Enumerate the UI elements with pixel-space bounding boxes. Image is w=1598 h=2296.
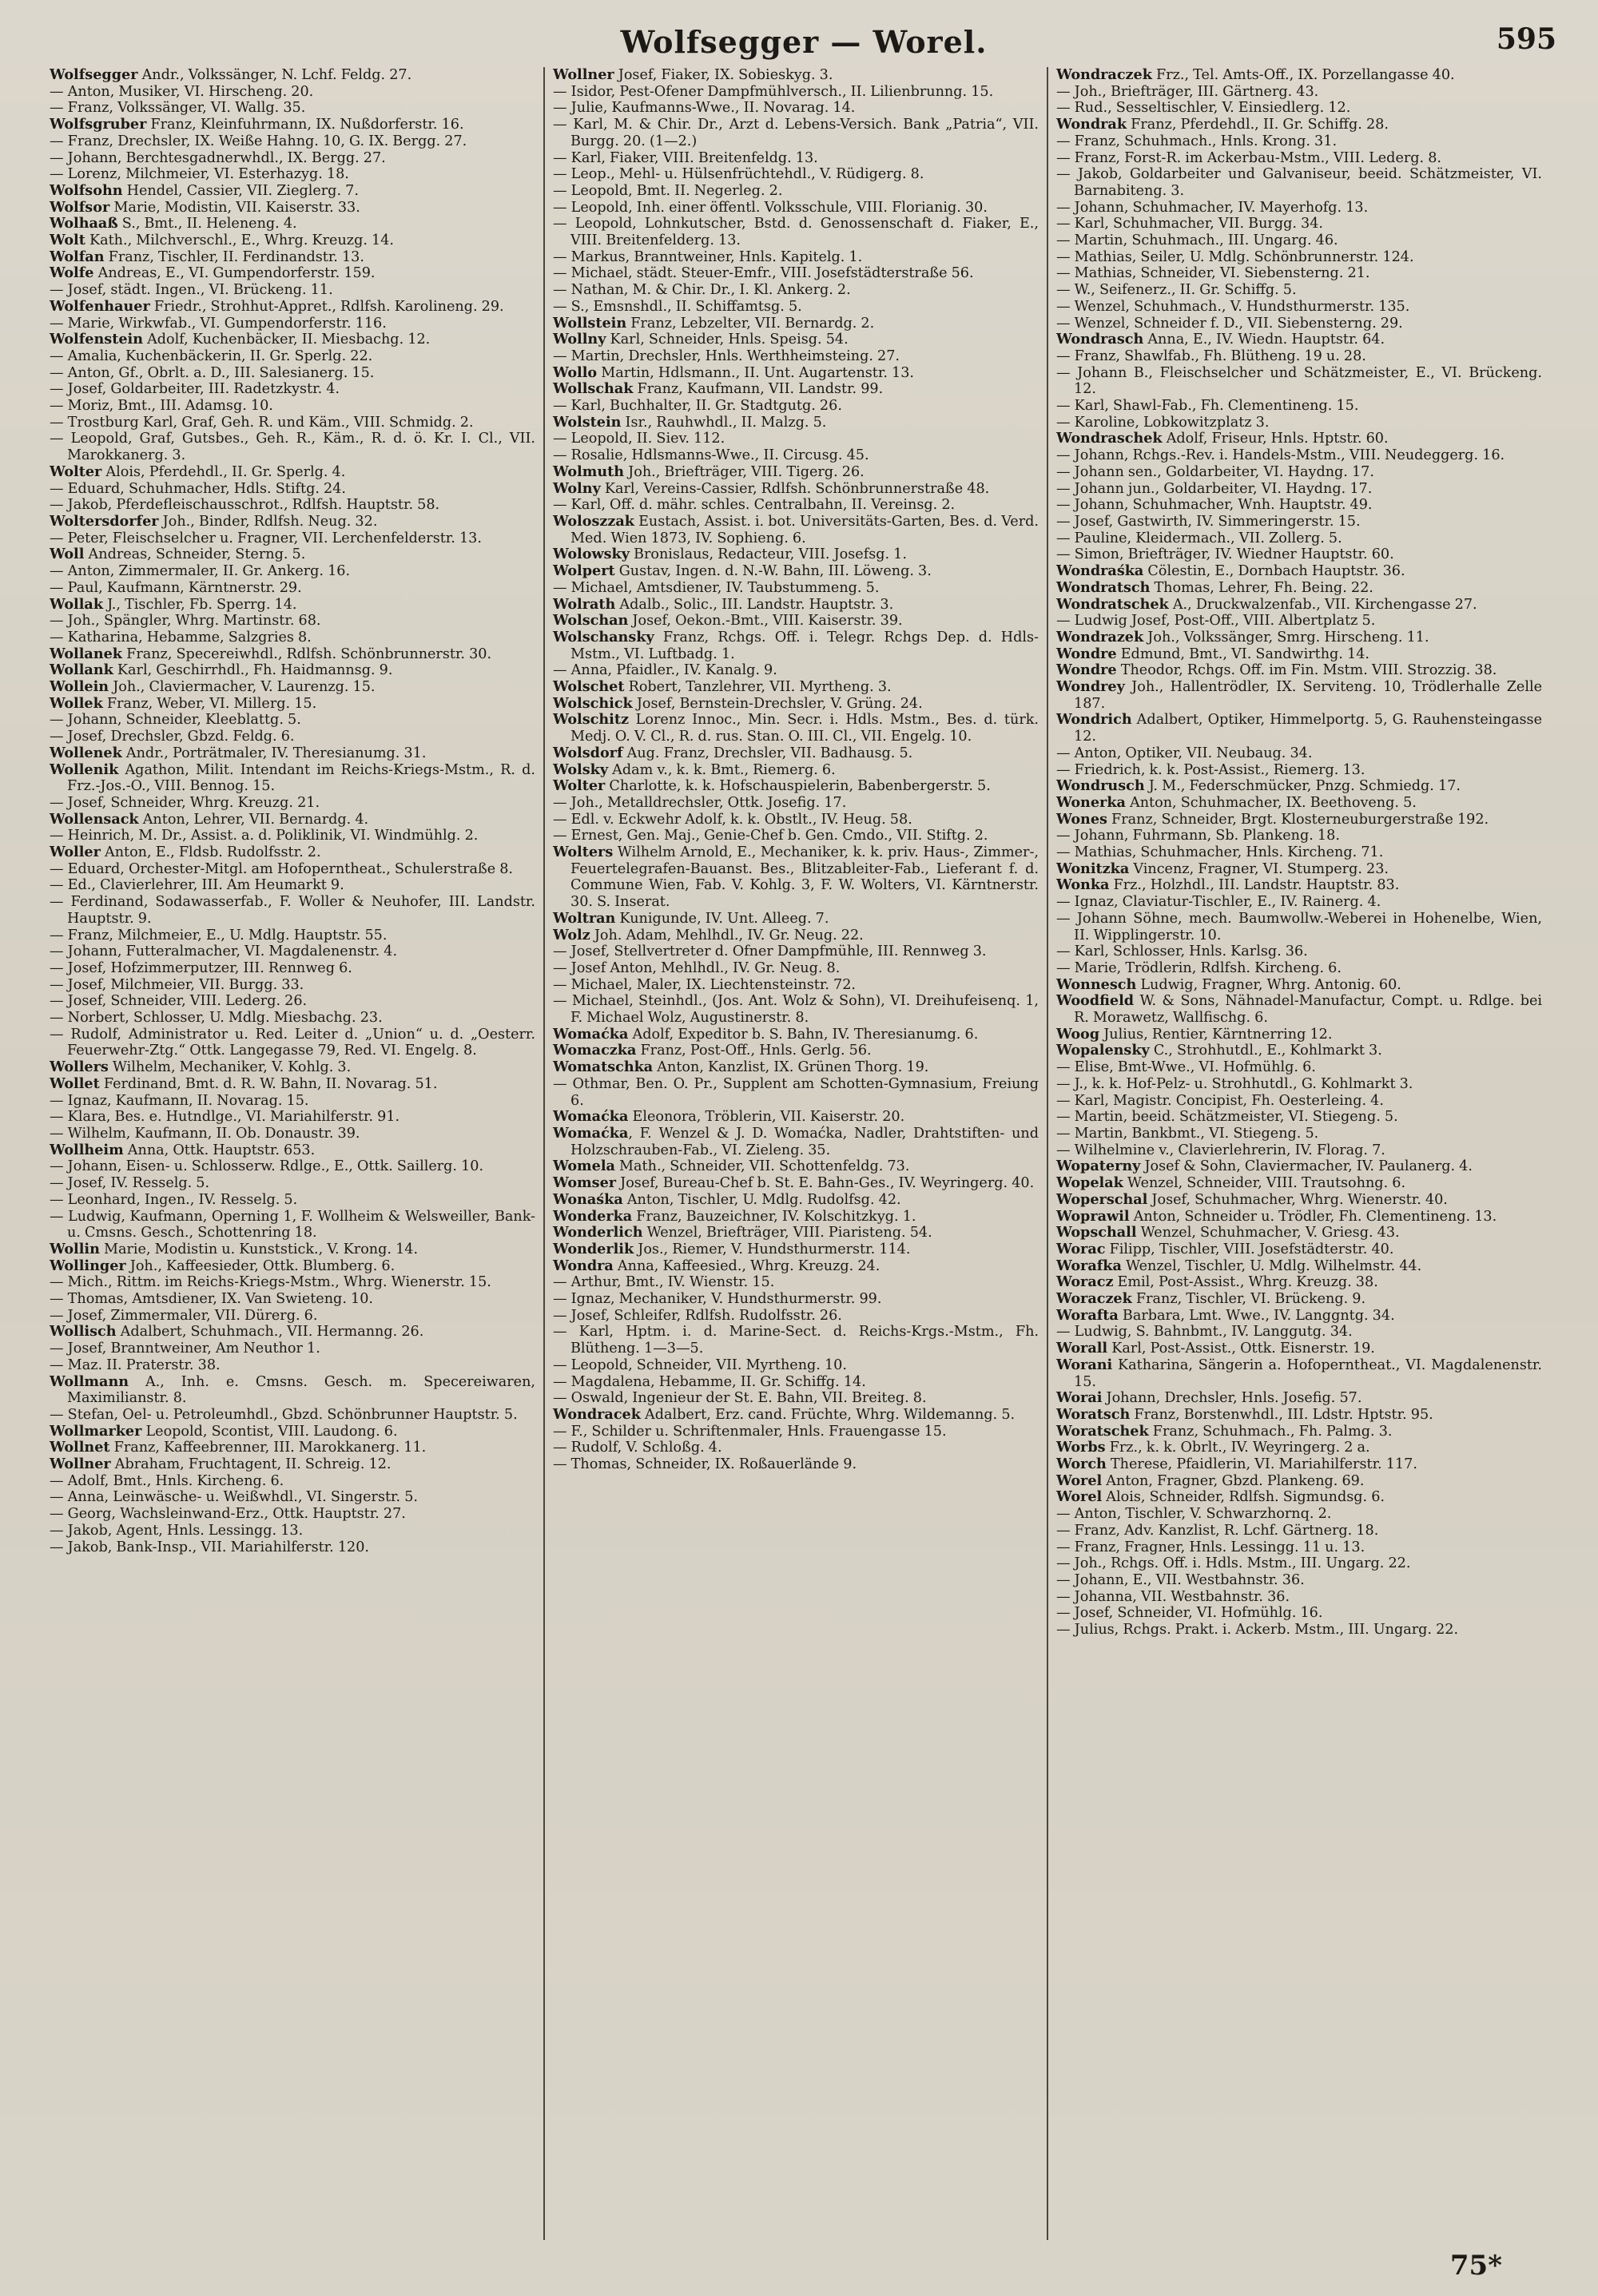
directory-entry: — S., Emsnshdl., II. Schiffamtsg. 5.: [553, 298, 802, 315]
directory-entry: Wonka Frz., Holzhdl., III. Landstr. Hauptstr. 83.: [1056, 876, 1400, 894]
directory-entry: — Josef, IV. Resselg. 5.: [50, 1175, 210, 1192]
directory-entry: Wollek Franz, Weber, VI. Millerg. 15.: [50, 694, 317, 712]
directory-entry: — Simon, Briefträger, IV. Wiedner Hauptstr. 60.: [1056, 546, 1394, 563]
directory-entry: Wondrazek Joh., Volkssänger, Smrg. Hirscheng. 11.: [1056, 628, 1429, 646]
directory-entry: Wollenik Agathon, Milit. Intendant im Reichs-Kriegs-Mstm., R. d. Frz.-Jos.-O., VIII. Bennog. 15.: [50, 761, 535, 795]
directory-entry: — Josef Anton, Mehlhdl., IV. Gr. Neug. 8.: [553, 959, 841, 976]
directory-entry: — Nathan, M. & Chir. Dr., I. Kl. Ankerg. 2.: [553, 282, 851, 299]
directory-entry: Wollmann A., Inh. e. Cmsns. Gesch. m. Specereiwaren, Maximilianstr. 8.: [50, 1372, 535, 1407]
directory-entry: — Edl. v. Eckwehr Adolf, k. k. Obstlt., IV. Heug. 58.: [553, 811, 912, 828]
directory-entry: — Leopold, II. Siev. 112.: [553, 431, 725, 447]
directory-entry: Wonderlik Jos., Riemer, V. Hundsthurmerstr. 114.: [553, 1240, 911, 1257]
directory-entry: — Michael, Steinhdl., (Jos. Ant. Wolz & Sohn), VI. Dreihufeisenq. 1, F. Michael Wolz, Augustinerstr. 8.: [553, 993, 1039, 1027]
directory-entry: — Leopold, Graf, Gutsbes., Geh. R., Käm., R. d. ö. Kr. I. Cl., VII. Marokkanerg. 3.: [50, 431, 535, 464]
directory-entry: Wolfenstein Adolf, Kuchenbäcker, II. Miesbachg. 12.: [50, 331, 431, 348]
directory-entry: Womaćka Adolf, Expeditor b. S. Bahn, IV. Theresianumg. 6.: [553, 1025, 979, 1043]
directory-entry: Wollo Martin, Hdlsmann., II. Unt. Augartenstr. 13.: [553, 363, 915, 381]
directory-entry: — Paul, Kaufmann, Kärntnerstr. 29.: [50, 579, 302, 596]
directory-entry: Wondrak Franz, Pferdehdl., II. Gr. Schiffg. 28.: [1056, 116, 1389, 133]
directory-entry: Wolfenhauer Friedr., Strohhut-Appret., Rdlfsh. Karolineng. 29.: [50, 297, 504, 315]
directory-entry: Wondraśka Cölestin, E., Dornbach Hauptstr. 36.: [1056, 562, 1405, 580]
directory-entry: — Franz, Drechsler, IX. Weiße Hahng. 10, G. IX. Bergg. 27.: [50, 133, 467, 149]
directory-entry: Wollstein Franz, Lebzelter, VII. Bernardg. 2.: [553, 314, 875, 332]
directory-entry: — Karl, Shawl-Fab., Fh. Clementineng. 15.: [1056, 398, 1359, 415]
directory-entry: — Jakob, Agent, Hnls. Lessingg. 13.: [50, 1522, 304, 1539]
directory-entry: — Josef, Schneider, VIII. Lederg. 26.: [50, 993, 308, 1010]
directory-entry: — Wenzel, Schuhmach., V. Hundsthurmerstr. 135.: [1056, 298, 1410, 315]
directory-entry: — Josef, städt. Ingen., VI. Brückeng. 11.: [50, 282, 333, 299]
directory-entry: Worafta Barbara, Lmt. Wwe., IV. Langgntg. 34.: [1056, 1306, 1395, 1324]
directory-entry: — Mathias, Schneider, VI. Siebensterng. 21.: [1056, 265, 1370, 282]
directory-entry: Wondratsch Thomas, Lehrer, Fh. Being. 22.: [1056, 578, 1373, 596]
directory-entry: Woracz Emil, Post-Assist., Whrg. Kreuzg. 38.: [1056, 1273, 1378, 1291]
directory-entry: Wonnesch Ludwig, Fragner, Whrg. Antonig. 60.: [1056, 975, 1401, 993]
directory-entry: — Michael, Amtsdiener, IV. Taubstummeng. 5.: [553, 579, 880, 596]
directory-entry: — Elise, Bmt-Wwe., VI. Hofmühlg. 6.: [1056, 1059, 1316, 1076]
directory-entry: — Anton, Zimmermaler, II. Gr. Ankerg. 16.: [50, 563, 351, 580]
directory-entry: — Josef, Schleifer, Rdlfsh. Rudolfsstr. 26.: [553, 1307, 842, 1324]
directory-entry: — Rudolf, V. Schloßg. 4.: [553, 1440, 722, 1456]
directory-entry: — Johann sen., Goldarbeiter, VI. Haydng. 17.: [1056, 463, 1374, 480]
directory-entry: — Marie, Trödlerin, Rdlfsh. Kircheng. 6.: [1056, 959, 1342, 976]
directory-entry: Wolowsky Bronislaus, Redacteur, VIII. Josefsg. 1.: [553, 546, 907, 563]
directory-entry: — Josef, Schneider, Whrg. Kreuzg. 21.: [50, 794, 320, 811]
directory-entry: — Anton, Musiker, VI. Hirscheng. 20.: [50, 83, 314, 100]
directory-entry: — Anna, Leinwäsche- u. Weißwhdl., VI. Singerstr. 5.: [50, 1489, 418, 1506]
directory-entry: Wolschan Josef, Oekon.-Bmt., VIII. Kaiserstr. 39.: [553, 612, 903, 630]
directory-entry: Wollensack Anton, Lehrer, VII. Bernardg. 4.: [50, 810, 369, 828]
directory-entry: Wollein Joh., Claviermacher, V. Laurenzg. 15.: [50, 678, 376, 696]
page-number: 595: [1496, 22, 1556, 56]
directory-entry: — Johann Söhne, mech. Baumwollw.-Weberei in Hohenelbe, Wien, II. Wipplingerstr. 10.: [1056, 910, 1542, 943]
directory-entry: — Karl, Hptm. i. d. Marine-Sect. d. Reichs-Krgs.-Mstm., Fh. Blütheng. 1—3—5.: [553, 1324, 1039, 1357]
directory-entry: Wolstein Isr., Rauhwhdl., II. Malzg. 5.: [553, 413, 827, 431]
directory-entry: Wolfsohn Hendel, Cassier, VII. Zieglerg. 7.: [50, 181, 359, 199]
directory-entry: — Thomas, Amtsdiener, IX. Van Swieteng. 10.: [50, 1291, 373, 1308]
directory-entry: — Rudolf, Administrator u. Red. Leiter d. „Union“ u. d. „Oesterr. Feuerwehr-Ztg.“ Ottk. Langegasse 79, Red. VI. Engelg. 8.: [50, 1026, 535, 1059]
directory-entry: — Franz, Forst-R. im Ackerbau-Mstm., VIII. Lederg. 8.: [1056, 149, 1442, 166]
directory-entry: — Johann B., Fleischselcher und Schätzmeister, E., VI. Brückeng. 12.: [1056, 364, 1542, 398]
directory-entry: — Lorenz, Milchmeier, VI. Esterhazyg. 18.: [50, 166, 349, 183]
directory-entry: — Johann, Berchtesgadnerwhdl., IX. Bergg. 27.: [50, 149, 386, 166]
directory-entry: Wollnet Franz, Kaffeebrenner, III. Marokkanerg. 11.: [50, 1439, 427, 1456]
directory-entry: Wollinger Joh., Kaffeesieder, Ottk. Blumberg. 6.: [50, 1257, 396, 1274]
directory-entry: — Othmar, Ben. O. Pr., Supplent am Schotten-Gymnasium, Freiung 6.: [553, 1075, 1039, 1109]
directory-entry: — Ludwig Josef, Post-Off., VIII. Albertplatz 5.: [1056, 613, 1376, 630]
directory-entry: Wollmarker Leopold, Scontist, VIII. Laudong. 6.: [50, 1422, 398, 1440]
directory-entry: — Ernest, Gen. Maj., Genie-Chef b. Gen. Cmdo., VII. Stiftg. 2.: [553, 828, 988, 844]
directory-entry: — Michael, städt. Steuer-Emfr., VIII. Josefstädterstraße 56.: [553, 265, 974, 282]
directory-entry: — Maz. II. Praterstr. 38.: [50, 1357, 221, 1373]
directory-entry: Wolfsgruber Franz, Kleinfuhrmann, IX. Nußdorferstr. 16.: [50, 116, 464, 133]
directory-entry: — Karl, Off. d. mähr. schles. Centralbahn, II. Vereinsg. 2.: [553, 497, 956, 514]
directory-entry: — W., Seifenerz., II. Gr. Schiffg. 5.: [1056, 282, 1297, 299]
directory-entry: — Josef, Milchmeier, VII. Burgg. 33.: [50, 976, 304, 993]
directory-entry: — Oswald, Ingenieur der St. E. Bahn, VII. Breiteg. 8.: [553, 1390, 927, 1407]
directory-entry: Womaćka Eleonora, Tröblerin, VII. Kaiserstr. 20.: [553, 1108, 905, 1126]
directory-entry: Wondrusch J. M., Federschmücker, Pnzg. Schmiedg. 17.: [1056, 777, 1461, 795]
directory-entry: Woperschal Josef, Schuhmacher, Whrg. Wienerstr. 40.: [1056, 1190, 1448, 1208]
directory-entry: Wolt Kath., Milchverschl., E., Whrg. Kreuzg. 14.: [50, 232, 394, 249]
directory-entry: — Adolf, Bmt., Hnls. Kircheng. 6.: [50, 1472, 284, 1489]
directory-entry: — Leopold, Schneider, VII. Myrtheng. 10.: [553, 1357, 847, 1373]
directory-entry: — Jakob, Pferdefleischausschrot., Rdlfsh. Hauptstr. 58.: [50, 497, 440, 514]
directory-entry: Wolrath Adalb., Solic., III. Landstr. Hauptstr. 3.: [553, 595, 894, 613]
directory-entry: — Anton, Tischler, V. Schwarzhornq. 2.: [1056, 1506, 1332, 1523]
directory-entry: Wopalensky C., Strohhutdl., E., Kohlmarkt 3.: [1056, 1042, 1382, 1059]
directory-entry: Wondraczek Frz., Tel. Amts-Off., IX. Porzellangasse 40.: [1056, 67, 1455, 83]
column-left: [45, 67, 540, 2240]
directory-entry: Wolschitz Lorenz Innoc., Min. Secr. i. Hdls. Mstm., Bes. d. türk. Medj. O. V. Cl., R. d. rus. Stan. O. III. Cl., VII. Engelg. 10.: [553, 711, 1039, 745]
directory-entry: Worafka Wenzel, Tischler, U. Mdlg. Wilhelmstr. 44.: [1056, 1257, 1422, 1274]
directory-entry: Worch Therese, Pfaidlerin, VI. Mariahilferstr. 117.: [1056, 1456, 1417, 1473]
directory-entry: — Thomas, Schneider, IX. Roßauerlände 9.: [553, 1456, 857, 1473]
directory-entry: — Peter, Fleischselcher u. Fragner, VII. Lerchenfelderstr. 13.: [50, 530, 482, 546]
directory-entry: — Jakob, Goldarbeiter und Galvaniseur, beeid. Schätzmeister, VI. Barnabiteng. 3.: [1056, 166, 1542, 199]
directory-entry: Wonaśka Anton, Tischler, U. Mdlg. Rudolfsg. 42.: [553, 1190, 901, 1208]
directory-entry: — Franz, Schuhmach., Hnls. Krong. 31.: [1056, 133, 1338, 149]
directory-entry: Wolsdorf Aug. Franz, Drechsler, VII. Badhausg. 5.: [553, 744, 913, 761]
directory-entry: Woloszzak Eustach, Assist. i. bot. Universitäts-Garten, Bes. d. Verd. Med. Wien 1873, IV. Sophieng. 6.: [553, 512, 1039, 546]
directory-entry: Wolfe Andreas, E., VI. Gumpendorferstr. 159.: [50, 264, 376, 282]
column-middle: [548, 67, 1043, 2240]
directory-entry: — Josef, Schneider, VI. Hofmühlg. 16.: [1056, 1605, 1323, 1622]
directory-entry: — Amalia, Kuchenbäckerin, II. Gr. Sperlg. 22.: [50, 348, 373, 364]
directory-entry: Wollheim Anna, Ottk. Hauptstr. 653.: [50, 1141, 316, 1158]
directory-entry: — Johann jun., Goldarbeiter, VI. Haydng. 17.: [1056, 480, 1373, 497]
directory-entry: Wondraschek Adolf, Friseur, Hnls. Hptstr. 60.: [1056, 430, 1389, 447]
directory-entry: — Martin, beeid. Schätzmeister, VI. Stiegeng. 5.: [1056, 1109, 1398, 1126]
directory-entry: Woog Julius, Rentier, Kärntnerring 12.: [1056, 1025, 1333, 1043]
directory-entry: Wollin Marie, Modistin u. Kunststick., V. Krong. 14.: [50, 1240, 419, 1257]
directory-entry: Wolfsor Marie, Modistin, VII. Kaiserstr. 33.: [50, 198, 360, 216]
directory-entry: Woraczek Franz, Tischler, VI. Brückeng. 9.: [1056, 1290, 1366, 1308]
directory-entry: Wolschet Robert, Tanzlehrer, VII. Myrtheng. 3.: [553, 678, 892, 696]
directory-entry: Womaczka Franz, Post-Off., Hnls. Gerlg. 56.: [553, 1042, 872, 1059]
directory-entry: Wollers Wilhelm, Mechaniker, V. Kohlg. 3.: [50, 1059, 352, 1076]
directory-entry: — Johanna, VII. Westbahnstr. 36.: [1056, 1588, 1290, 1605]
directory-entry: — Johann, Fuhrmann, Sb. Plankeng. 18.: [1056, 828, 1340, 844]
directory-entry: Wolmuth Joh., Briefträger, VIII. Tigerg. 26.: [553, 463, 865, 480]
directory-entry: Wondre Edmund, Bmt., VI. Sandwirthg. 14.: [1056, 645, 1369, 662]
directory-entry: — Trostburg Karl, Graf, Geh. R. und Käm., VIII. Schmidg. 2.: [50, 414, 474, 431]
directory-entry: — Karl, Magistr. Concipist, Fh. Oesterleing. 4.: [1056, 1092, 1384, 1109]
directory-entry: Wondrasch Anna, E., IV. Wiedn. Hauptstr. 64.: [1056, 331, 1385, 348]
directory-entry: Wolny Karl, Vereins-Cassier, Rdlfsh. Schönbrunnerstraße 48.: [553, 479, 990, 497]
directory-entry: Wollank Karl, Geschirrhdl., Fh. Haidmannsg. 9.: [50, 661, 393, 679]
directory-entry: Womela Math., Schneider, VII. Schottenfeldg. 73.: [553, 1158, 910, 1175]
directory-entry: — Anton, Gf., Obrlt. a. D., III. Salesianerg. 15.: [50, 364, 375, 381]
directory-entry: — Wilhelmine v., Clavierlehrerin, IV. Florag. 7.: [1056, 1142, 1385, 1158]
directory-entry: Wolschick Josef, Bernstein-Drechsler, V. Grüng. 24.: [553, 694, 923, 712]
directory-entry: Wolschansky Franz, Rchgs. Off. i. Telegr. Rchgs Dep. d. Hdls-Mstm., VI. Luftbadg. 1.: [553, 628, 1039, 662]
directory-entry: — Karl, Fiaker, VIII. Breitenfeldg. 13.: [553, 149, 818, 166]
directory-entry: — Martin, Drechsler, Hnls. Werthheimsteing. 27.: [553, 348, 900, 364]
directory-entry: — Johann, Schuhmacher, IV. Mayerhofg. 13.: [1056, 199, 1369, 216]
page-header: [45, 18, 1563, 67]
directory-entry: — Norbert, Schlosser, U. Mdlg. Miesbachg. 23.: [50, 1010, 383, 1027]
signature-mark: 75*: [1449, 2250, 1502, 2282]
directory-entry: — Joh., Metalldrechsler, Ottk. Josefig. 17.: [553, 794, 847, 811]
directory-entry: Woltersdorfer Joh., Binder, Rdlfsh. Neug. 32.: [50, 512, 378, 530]
directory-entry: — Mathias, Schuhmacher, Hnls. Kircheng. 71.: [1056, 844, 1384, 861]
directory-entry: — Franz, Volkssänger, VI. Wallg. 35.: [50, 100, 306, 117]
directory-entry: — Georg, Wachsleinwand-Erz., Ottk. Hauptstr. 27.: [50, 1506, 406, 1523]
directory-entry: — Julie, Kaufmanns-Wwe., II. Novarag. 14.: [553, 100, 856, 117]
directory-entry: — Marie, Wirkwfab., VI. Gumpendorferstr. 116.: [50, 315, 387, 332]
directory-entry: Wolz Joh. Adam, Mehlhdl., IV. Gr. Neug. 22.: [553, 926, 864, 943]
running-title: Wolfsegger — Worel.: [620, 24, 988, 60]
column-divider: [543, 67, 545, 2240]
directory-entry: — Magdalena, Hebamme, II. Gr. Schiffg. 14.: [553, 1373, 866, 1390]
directory-entry: — Julius, Rchgs. Prakt. i. Ackerb. Mstm., III. Ungarg. 22.: [1056, 1622, 1459, 1639]
directory-entry: Wolfan Franz, Tischler, II. Ferdinandstr. 13.: [50, 248, 364, 265]
directory-entry: — Ignaz, Mechaniker, V. Hundsthurmerstr. 99.: [553, 1291, 882, 1308]
directory-entry: — Martin, Bankbmt., VI. Stiegeng. 5.: [1056, 1126, 1319, 1142]
directory-entry: Woller Anton, E., Fldsb. Rudolfsstr. 2.: [50, 844, 321, 861]
directory-entry: — Rosalie, Hdlsmanns-Wwe., II. Circusg. 45.: [553, 447, 869, 464]
directory-entry: Worac Filipp, Tischler, VIII. Josefstädterstr. 40.: [1056, 1240, 1394, 1257]
directory-entry: — Eduard, Schuhmacher, Hdls. Stiftg. 24.: [50, 480, 347, 497]
directory-entry: — Jakob, Bank-Insp., VII. Mariahilferstr. 120.: [50, 1539, 369, 1555]
directory-entry: Womaćka, F. Wenzel & J. D. Womaćka, Nadler, Drahtstiften- und Holzschrauben-Fab., VI. Zieleng. 35.: [553, 1125, 1039, 1158]
directory-entry: — Rud., Sesseltischler, V. Einsiedlerg. 12.: [1056, 100, 1351, 117]
directory-entry: — Klara, Bes. e. Hutndlge., VI. Mariahilferstr. 91.: [50, 1109, 400, 1126]
directory-entry: Wonderka Franz, Bauzeichner, IV. Kolschitzkyg. 1.: [553, 1207, 916, 1225]
directory-entry: — Joh., Rchgs. Off. i. Hdls. Mstm., III. Ungarg. 22.: [1056, 1555, 1411, 1572]
directory-entry: Woprawil Anton, Schneider u. Trödler, Fh. Clementineng. 13.: [1056, 1207, 1497, 1225]
directory-entry: Wollet Ferdinand, Bmt. d. R. W. Bahn, II. Novarag. 51.: [50, 1075, 438, 1092]
directory-entry: Worel Alois, Schneider, Rdlfsh. Sigmundsg. 6.: [1056, 1488, 1385, 1506]
directory-entry: Woltran Kunigunde, IV. Unt. Alleeg. 7.: [553, 909, 829, 927]
directory-entry: Wondra Anna, Kaffeesied., Whrg. Kreuzg. 24.: [553, 1257, 880, 1274]
directory-entry: — Friedrich, k. k. Post-Assist., Riemerg. 13.: [1056, 761, 1365, 778]
directory-entry: — F., Schilder u. Schriftenmaler, Hnls. Frauengasse 15.: [553, 1423, 947, 1440]
directory-entry: Wopelak Wenzel, Schneider, VIII. Trautsohng. 6.: [1056, 1174, 1406, 1192]
directory-entry: Wolsky Adam v., k. k. Bmt., Riemerg. 6.: [553, 761, 836, 778]
directory-entry: Wollner Josef, Fiaker, IX. Sobieskyg. 3.: [553, 67, 833, 83]
directory-entry: — J., k. k. Hof-Pelz- u. Strohhutdl., G. Kohlmarkt 3.: [1056, 1075, 1413, 1092]
directory-entry: Wolfsegger Andr., Volkssänger, N. Lchf. Feldg. 27.: [50, 67, 412, 83]
directory-entry: — Ignaz, Kaufmann, II. Novarag. 15.: [50, 1092, 309, 1109]
directory-entry: — Josef, Branntweiner, Am Neuthor 1.: [50, 1341, 320, 1357]
directory-entry: — Josef, Hofzimmerputzer, III. Rennweg 6.: [50, 959, 352, 976]
directory-entry: — Ludwig, S. Bahnbmt., IV. Langgutg. 34.: [1056, 1324, 1353, 1341]
directory-entry: Wollner Abraham, Fruchtagent, II. Schreig. 12.: [50, 1456, 392, 1473]
directory-entry: Wolhaaß S., Bmt., II. Heleneng. 4.: [50, 215, 297, 232]
directory-entry: — Karl, M. & Chir. Dr., Arzt d. Lebens-Versich. Bank „Patria“, VII. Burgg. 20. (1—2.): [553, 117, 1039, 149]
directory-entry: — Ferdinand, Sodawasserfab., F. Woller & Neuhofer, III. Landstr. Hauptstr. 9.: [50, 894, 535, 927]
directory-entry: — Johann, Futteralmacher, VI. Magdalenenstr. 4.: [50, 943, 398, 960]
directory-entry: — Johann, Schuhmacher, Wnh. Hauptstr. 49.: [1056, 497, 1373, 514]
directory-entry: Woratschek Franz, Schuhmach., Fh. Palmg. 3.: [1056, 1422, 1393, 1440]
directory-entry: Wollisch Adalbert, Schuhmach., VII. Hermanng. 26.: [50, 1323, 424, 1341]
directory-entry: — Josef, Goldarbeiter, III. Radetzkystr. 4.: [50, 381, 340, 398]
directory-entry: Wonerka Anton, Schuhmacher, IX. Beethoveng. 5.: [1056, 793, 1417, 811]
directory-entry: Worbs Frz., k. k. Obrlt., IV. Weyringerg. 2 a.: [1056, 1439, 1370, 1456]
directory-entry: — Johann, Schneider, Kleeblattg. 5.: [50, 712, 301, 729]
directory-entry: — Markus, Branntweiner, Hnls. Kapitelg. 1.: [553, 248, 863, 265]
directory-entry: — Josef, Drechsler, Gbzd. Feldg. 6.: [50, 729, 295, 745]
directory-entry: — Eduard, Orchester-Mitgl. am Hofoperntheat., Schulerstraße 8.: [50, 860, 513, 877]
directory-entry: — Karoline, Lobkowitzplatz 3.: [1056, 414, 1270, 431]
directory-entry: Wones Franz, Schneider, Brgt. Klosterneuburgerstraße 192.: [1056, 810, 1489, 828]
directory-entry: — Wilhelm, Kaufmann, II. Ob. Donaustr. 39.: [50, 1126, 360, 1142]
directory-entry: Woratsch Franz, Borstenwhdl., III. Ldstr. Hptstr. 95.: [1056, 1405, 1433, 1423]
directory-entry: — Leopold, Inh. einer öffentl. Volksschule, VIII. Florianig. 30.: [553, 199, 988, 216]
directory-entry: — Franz, Adv. Kanzlist, R. Lchf. Gärtnerg. 18.: [1056, 1522, 1379, 1539]
directory-entry: — Josef, Gastwirth, IV. Simmeringerstr. 15.: [1056, 513, 1361, 530]
directory-entry: Worall Karl, Post-Assist., Ottk. Eisnerstr. 19.: [1056, 1340, 1375, 1357]
directory-entry: — Josef, Zimmermaler, VII. Dürerg. 6.: [50, 1307, 318, 1324]
directory-entry: — Mich., Rittm. im Reichs-Kriegs-Mstm., Whrg. Wienerstr. 15.: [50, 1274, 491, 1291]
directory-entry: Woodfield W. & Sons, Nähnadel-Manufactur, Compt. u. Rdlge. bei R. Morawetz, Wallfischg. 6.: [1056, 992, 1542, 1027]
directory-entry: Womser Josef, Bureau-Chef b. St. E. Bahn-Ges., IV. Weyringerg. 40.: [553, 1174, 1035, 1192]
directory-entry: Wondracek Adalbert, Erz. cand. Früchte, Whrg. Wildemanng. 5.: [553, 1405, 1016, 1423]
directory-entry: — Heinrich, M. Dr., Assist. a. d. Poliklinik, VI. Windmühlg. 2.: [50, 828, 479, 844]
directory-entry: — Karl, Schuhmacher, VII. Burgg. 34.: [1056, 216, 1324, 232]
directory-entry: Worel Anton, Fragner, Gbzd. Plankeng. 69.: [1056, 1472, 1365, 1489]
column-divider: [1047, 67, 1048, 2240]
directory-entry: — Leonhard, Ingen., IV. Resselg. 5.: [50, 1191, 298, 1208]
directory-entry: — Katharina, Hebamme, Salzgries 8.: [50, 629, 312, 646]
directory-entry: Worai Johann, Drechsler, Hnls. Josefig. 57.: [1056, 1389, 1362, 1407]
directory-entry: — Wenzel, Schneider f. D., VII. Siebensterng. 29.: [1056, 315, 1403, 332]
directory-entry: — Ed., Clavierlehrer, III. Am Heumarkt 9.: [50, 877, 344, 894]
directory-entry: — Arthur, Bmt., IV. Wienstr. 15.: [553, 1274, 775, 1291]
column-right: [1051, 67, 1547, 2240]
directory-entry: Wollanek Franz, Specereiwhdl., Rdlfsh. Schönbrunnerstr. 30.: [50, 645, 492, 662]
directory-entry: Wolters Wilhelm Arnold, E., Mechaniker, k. k. priv. Haus-, Zimmer-, Feuertelegrafen-Bauanst. Bes., Blitzableiter-Fab., Lieferant f. d. Commune Wien, Fab. V. Kohlg. 3, F. W. Wolters, VI. Kärntnerstr. 30. S. Inserat.: [553, 844, 1039, 911]
directory-entry: — Johann, Rchgs.-Rev. i. Handels-Mstm., VIII. Neudeggerg. 16.: [1056, 447, 1505, 464]
directory-entry: Wondrich Adalbert, Optiker, Himmelportg. 5, G. Rauhensteingasse 12.: [1056, 711, 1542, 745]
directory-entry: Wopschall Wenzel, Schuhmacher, V. Griesg. 43.: [1056, 1224, 1400, 1241]
directory-entry: Womatschka Anton, Kanzlist, IX. Grünen Thorg. 19.: [553, 1059, 929, 1076]
directory-entry: — Johann, E., VII. Westbahnstr. 36.: [1056, 1571, 1305, 1588]
directory-entry: — Josef, Stellvertreter d. Ofner Dampfmühle, III. Rennweg 3.: [553, 943, 987, 960]
directory-entry: — Joh., Spängler, Whrg. Martinstr. 68.: [50, 613, 321, 630]
directory-entry: — Karl, Buchhalter, II. Gr. Stadtgutg. 26.: [553, 398, 842, 415]
directory-entry: Wollschak Franz, Kaufmann, VII. Landstr. 99.: [553, 380, 884, 398]
directory-entry: — Franz, Fragner, Hnls. Lessingg. 11 u. 13.: [1056, 1539, 1365, 1555]
directory-entry: Worani Katharina, Sängerin a. Hofoperntheat., VI. Magdalenenstr. 15.: [1056, 1356, 1542, 1390]
directory-entry: — Joh., Briefträger, III. Gärtnerg. 43.: [1056, 83, 1319, 100]
directory-entry: — Moriz, Bmt., III. Adamsg. 10.: [50, 398, 273, 415]
directory-entry: Wollny Karl, Schneider, Hnls. Speisg. 54.: [553, 331, 849, 348]
directory-entry: — Stefan, Oel- u. Petroleumhdl., Gbzd. Schönbrunner Hauptstr. 5.: [50, 1406, 518, 1423]
directory-entry: Wollenek Andr., Porträtmaler, IV. Theresianumg. 31.: [50, 744, 427, 761]
directory-entry: Wolter Charlotte, k. k. Hofschauspielerin, Babenbergerstr. 5.: [553, 777, 991, 795]
directory-entry: Woll Andreas, Schneider, Sterng. 5.: [50, 546, 306, 563]
directory-entry: Wonitzka Vincenz, Fragner, VI. Stumperg. 23.: [1056, 860, 1389, 877]
directory-entry: Wondratschek A., Druckwalzenfab., VII. Kirchengasse 27.: [1056, 595, 1477, 613]
directory-entry: — Isidor, Pest-Ofener Dampfmühlversch., II. Lilienbrunng. 15.: [553, 83, 994, 100]
directory-entry: Wondrey Joh., Hallentrödler, IX. Serviteng. 10, Trödlerhalle Zelle 187.: [1056, 678, 1542, 712]
directory-entry: — Johann, Eisen- u. Schlosserw. Rdlge., E., Ottk. Saillerg. 10.: [50, 1158, 484, 1175]
directory-entry: — Anton, Optiker, VII. Neubaug. 34.: [1056, 745, 1313, 761]
directory-entry: Wolpert Gustav, Ingen. d. N.-W. Bahn, III. Löweng. 3.: [553, 562, 932, 580]
directory-entry: — Franz, Shawlfab., Fh. Blütheng. 19 u. 28.: [1056, 348, 1366, 364]
directory-entry: — Martin, Schuhmach., III. Ungarg. 46.: [1056, 232, 1338, 249]
columns-container: [45, 67, 1563, 2240]
directory-entry: — Anna, Pfaidler., IV. Kanalg. 9.: [553, 662, 777, 679]
directory-entry: — Ignaz, Claviatur-Tischler, E., IV. Rainerg. 4.: [1056, 894, 1381, 911]
directory-entry: Wonderlich Wenzel, Briefträger, VIII. Piaristeng. 54.: [553, 1224, 932, 1241]
directory-entry: — Leop., Mehl- u. Hülsenfrüchtehdl., V. Rüdigerg. 8.: [553, 166, 924, 183]
directory-entry: — Ludwig, Kaufmann, Operning 1, F. Wollheim & Welsweiller, Bank- u. Cmsns. Gesch., Schottenring 18.: [50, 1208, 535, 1241]
directory-entry: — Michael, Maler, IX. Liechtensteinstr. 72.: [553, 976, 857, 993]
directory-entry: — Franz, Milchmeier, E., U. Mdlg. Hauptstr. 55.: [50, 927, 388, 943]
directory-entry: Wondre Theodor, Rchgs. Off. im Fin. Mstm. VIII. Strozzig. 38.: [1056, 661, 1497, 679]
directory-entry: — Pauline, Kleidermach., VII. Zollerg. 5.: [1056, 530, 1342, 546]
directory-entry: Wopaterny Josef & Sohn, Claviermacher, IV. Paulanerg. 4.: [1056, 1158, 1473, 1175]
directory-entry: — Leopold, Lohnkutscher, Bstd. d. Genossenschaft d. Fiaker, E., VIII. Breitenfelderg. 13.: [553, 216, 1039, 249]
directory-entry: Wolter Alois, Pferdehdl., II. Gr. Sperlg. 4.: [50, 463, 346, 480]
directory-entry: Wollak J., Tischler, Fb. Sperrg. 14.: [50, 595, 297, 613]
directory-entry: — Mathias, Seiler, U. Mdlg. Schönbrunnerstr. 124.: [1056, 248, 1414, 265]
directory-entry: — Karl, Schlosser, Hnls. Karlsg. 36.: [1056, 943, 1308, 960]
directory-entry: — Leopold, Bmt. II. Negerleg. 2.: [553, 182, 783, 199]
